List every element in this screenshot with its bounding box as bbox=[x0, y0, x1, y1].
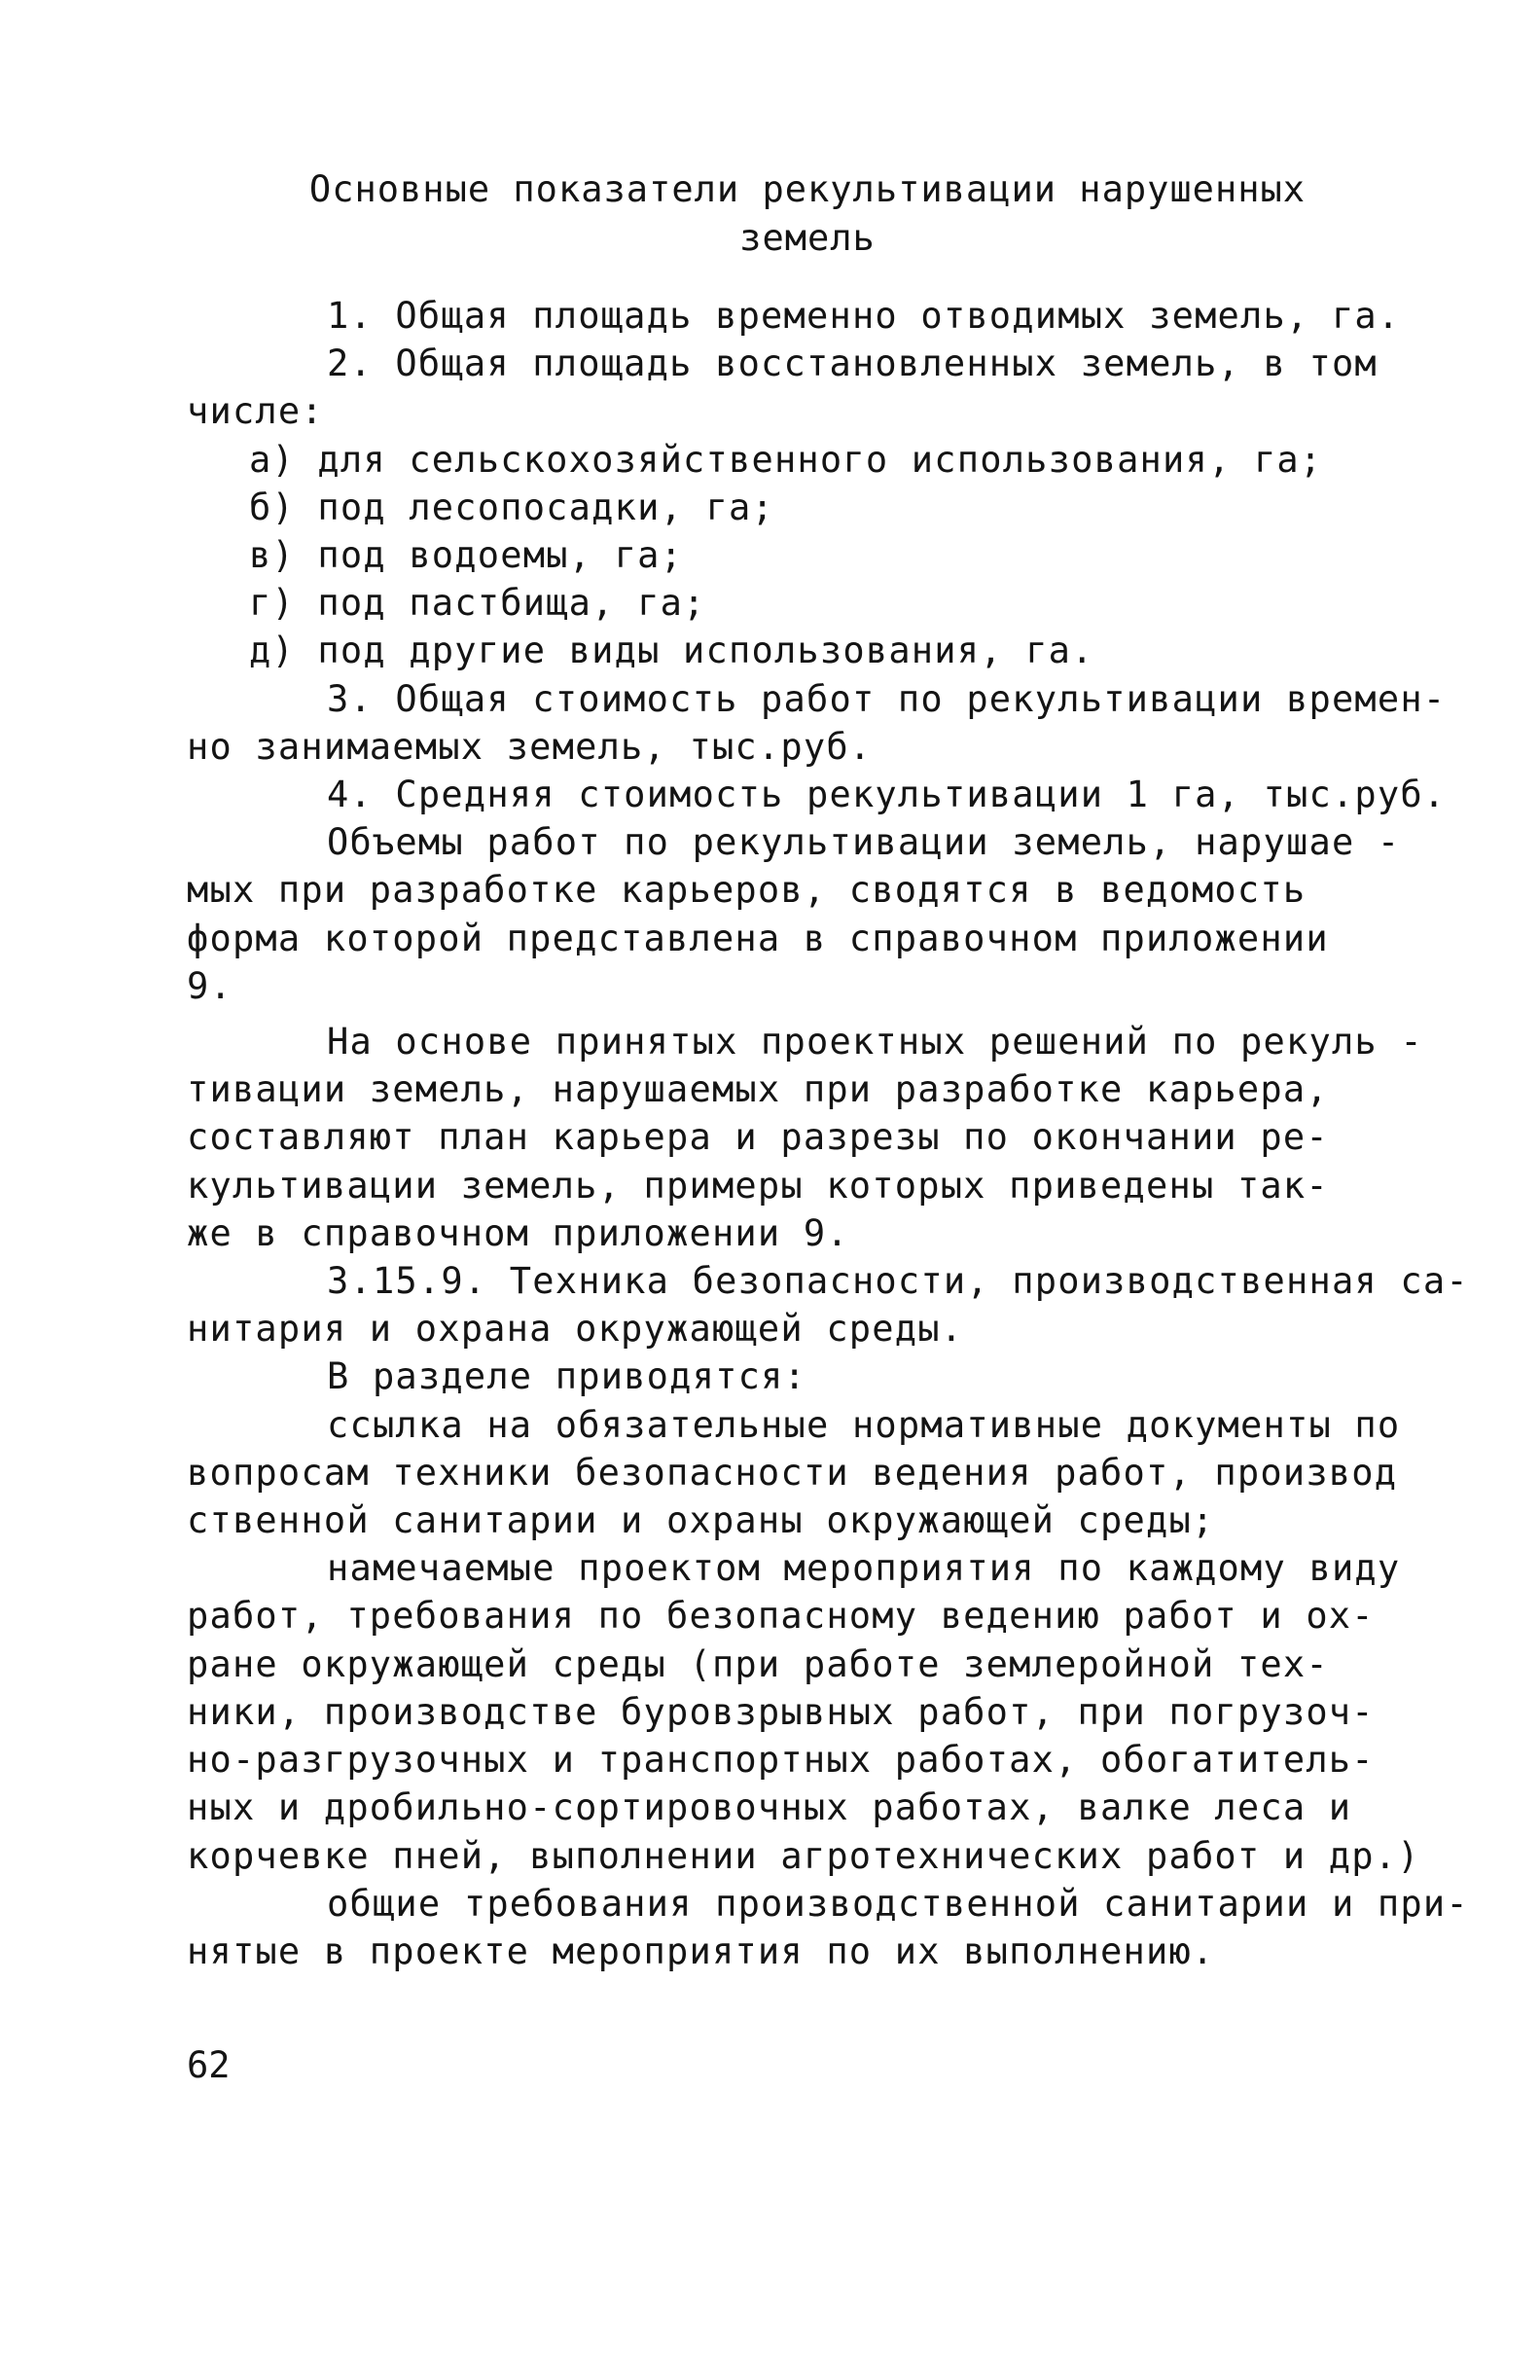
list-item: а) для сельскохозяйственного использования, га; bbox=[249, 438, 1323, 481]
paragraph-line: В разделе приводятся: bbox=[327, 1355, 806, 1398]
paragraph-line: ране окружающей среды (при работе землеройной тех- bbox=[187, 1642, 1329, 1685]
paragraph-line: На основе принятых проектных решений по рекуль - bbox=[327, 1021, 1423, 1064]
paragraph-line: культивации земель, примеры которых приведены так- bbox=[187, 1164, 1329, 1207]
paragraph-line: нятые в проекте мероприятия по их выполнению. bbox=[187, 1929, 1215, 1972]
list-item: в) под водоемы, га; bbox=[249, 534, 684, 577]
text-line: но занимаемых земель, тыс.руб. bbox=[187, 725, 873, 768]
paragraph-line: намечаемые проектом мероприятия по каждому виду bbox=[327, 1547, 1401, 1590]
list-item: г) под пастбища, га; bbox=[249, 582, 706, 625]
paragraph-line: общие требования производственной санитарии и при- bbox=[327, 1882, 1469, 1925]
paragraph-line: ственной санитарии и охраны окружающей среды; bbox=[187, 1499, 1215, 1542]
list-item: 2. Общая площадь восстановленных земель, в том bbox=[327, 343, 1378, 385]
title-line: земель bbox=[739, 217, 876, 259]
list-item: д) под другие виды использования, га. bbox=[249, 630, 1094, 672]
list-item: 4. Средняя стоимость рекультивации 1 га, тыс.руб. bbox=[327, 774, 1447, 816]
paragraph-line: вопросам техники безопасности ведения работ, производ bbox=[187, 1451, 1398, 1494]
body-text bbox=[187, 292, 1504, 1975]
paragraph-line: ссылка на обязательные нормативные документы по bbox=[327, 1403, 1401, 1446]
paragraph-line: 9. bbox=[187, 964, 233, 1007]
paragraph-line: Объемы работ по рекультивации земель, нарушае - bbox=[327, 821, 1401, 864]
paragraph-line: но-разгрузочных и транспортных работах, обогатитель- bbox=[187, 1739, 1375, 1782]
section-heading-line: 3.15.9. Техника безопасности, производственная са- bbox=[327, 1260, 1469, 1303]
title-line: Основные показатели рекультивации нарушенных bbox=[308, 168, 1307, 210]
paragraph-line: работ, требования по безопасному ведению работ и ох- bbox=[187, 1595, 1375, 1638]
paragraph-line: форма которой представлена в справочном приложении bbox=[187, 917, 1329, 959]
list-item: б) под лесопосадки, га; bbox=[249, 486, 774, 528]
paragraph-line: ных и дробильно-сортировочных работах, валке леса и bbox=[187, 1786, 1352, 1829]
section-title bbox=[243, 165, 1372, 263]
paragraph-line: тивации земель, нарушаемых при разработке карьера, bbox=[187, 1068, 1329, 1111]
paragraph-line: составляют план карьера и разрезы по окончании ре- bbox=[187, 1116, 1329, 1159]
paragraph-line: мых при разработке карьеров, сводятся в ведомость bbox=[187, 869, 1307, 912]
paragraph-line: же в справочном приложении 9. bbox=[187, 1211, 849, 1254]
paragraph-line: корчевке пней, выполнении агротехнических работ и др.) bbox=[187, 1834, 1420, 1877]
list-item: 3. Общая стоимость работ по рекультивации времен- bbox=[327, 677, 1447, 720]
paragraph-line: ники, производстве буровзрывных работ, при погрузоч- bbox=[187, 1690, 1375, 1733]
section-heading-line: нитария и охрана окружающей среды. bbox=[187, 1308, 964, 1351]
text-line: числе: bbox=[187, 390, 324, 433]
page-number: 62 bbox=[187, 2044, 231, 2086]
list-item: 1. Общая площадь временно отводимых земель, га. bbox=[327, 295, 1401, 337]
